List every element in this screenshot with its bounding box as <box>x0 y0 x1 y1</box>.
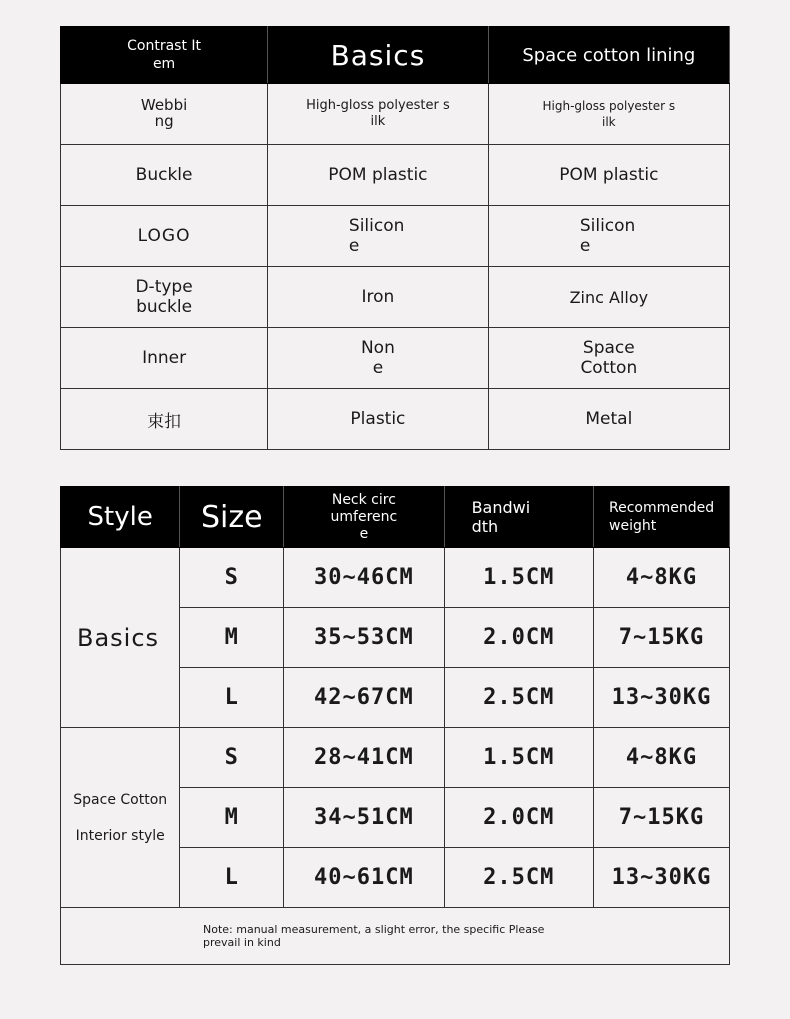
space-cell: Space Cotton <box>488 328 729 389</box>
table-row <box>61 728 730 788</box>
space-cell: Metal <box>488 389 729 450</box>
style-cell-basics: Basics <box>61 548 180 728</box>
item-cell: 束扣 <box>61 389 268 450</box>
style-cell-space-cotton <box>61 728 180 908</box>
weight-cell: 4~8KG <box>594 728 730 788</box>
material-row-inner <box>61 328 730 389</box>
material-comparison-table <box>60 26 730 450</box>
neck-cell: 30~46CM <box>284 548 444 608</box>
header-contrast-item: Contrast Item <box>61 27 268 84</box>
weight-cell: 13~30KG <box>594 848 730 908</box>
basics-cell: Silicone <box>268 206 489 267</box>
neck-cell: 40~61CM <box>284 848 444 908</box>
neck-cell: 34~51CM <box>284 788 444 848</box>
material-header-row <box>61 27 730 84</box>
band-cell: 1.5CM <box>444 548 593 608</box>
weight-cell: 7~15KG <box>594 608 730 668</box>
size-cell: L <box>180 668 284 728</box>
band-cell: 1.5CM <box>444 728 593 788</box>
space-cell: Silicone <box>488 206 729 267</box>
item-cell: Buckle <box>61 145 268 206</box>
basics-cell: Iron <box>268 267 489 328</box>
weight-cell: 7~15KG <box>594 788 730 848</box>
space-cell: Zinc Alloy <box>488 267 729 328</box>
style-line-2: Interior style <box>75 827 165 844</box>
size-cell: L <box>180 848 284 908</box>
header-basics: Basics <box>268 27 489 84</box>
size-cell: M <box>180 788 284 848</box>
size-header-row <box>61 487 730 548</box>
space-cell: High-gloss polyester silk <box>488 84 729 145</box>
header-style: Style <box>61 487 180 548</box>
basics-cell: None <box>268 328 489 389</box>
size-cell: M <box>180 608 284 668</box>
material-row-webbing <box>61 84 730 145</box>
item-cell: D-type buckle <box>61 267 268 328</box>
size-cell: S <box>180 548 284 608</box>
neck-cell: 35~53CM <box>284 608 444 668</box>
size-chart-table <box>60 486 730 965</box>
band-cell: 2.5CM <box>444 668 593 728</box>
material-row-d-type-buckle <box>61 267 730 328</box>
note-row <box>61 908 730 965</box>
neck-cell: 42~67CM <box>284 668 444 728</box>
band-cell: 2.0CM <box>444 788 593 848</box>
band-cell: 2.5CM <box>444 848 593 908</box>
band-cell: 2.0CM <box>444 608 593 668</box>
weight-cell: 13~30KG <box>594 668 730 728</box>
item-cell: LOGO <box>61 206 268 267</box>
note-text: Note: manual measurement, a slight error, the specific Please prevail in kind <box>203 923 545 949</box>
material-row-logo <box>61 206 730 267</box>
header-neck-circumference: Neck circumference <box>284 487 444 548</box>
item-cell: Inner <box>61 328 268 389</box>
measurement-note <box>61 908 730 965</box>
header-bandwidth: Bandwidth <box>444 487 593 548</box>
material-row-buckle <box>61 145 730 206</box>
style-line-1: Space Cotton <box>73 791 168 808</box>
space-cell: POM plastic <box>488 145 729 206</box>
header-space-cotton-lining: Space cotton lining <box>488 27 729 84</box>
weight-cell: 4~8KG <box>594 548 730 608</box>
neck-cell: 28~41CM <box>284 728 444 788</box>
header-recommended-weight: Recommended weight <box>594 487 730 548</box>
header-size: Size <box>180 487 284 548</box>
basics-cell: POM plastic <box>268 145 489 206</box>
size-cell: S <box>180 728 284 788</box>
material-row-strap-buckle <box>61 389 730 450</box>
item-cell: Webbing <box>61 84 268 145</box>
basics-cell: Plastic <box>268 389 489 450</box>
table-row <box>61 548 730 608</box>
basics-cell: High-gloss polyester silk <box>268 84 489 145</box>
